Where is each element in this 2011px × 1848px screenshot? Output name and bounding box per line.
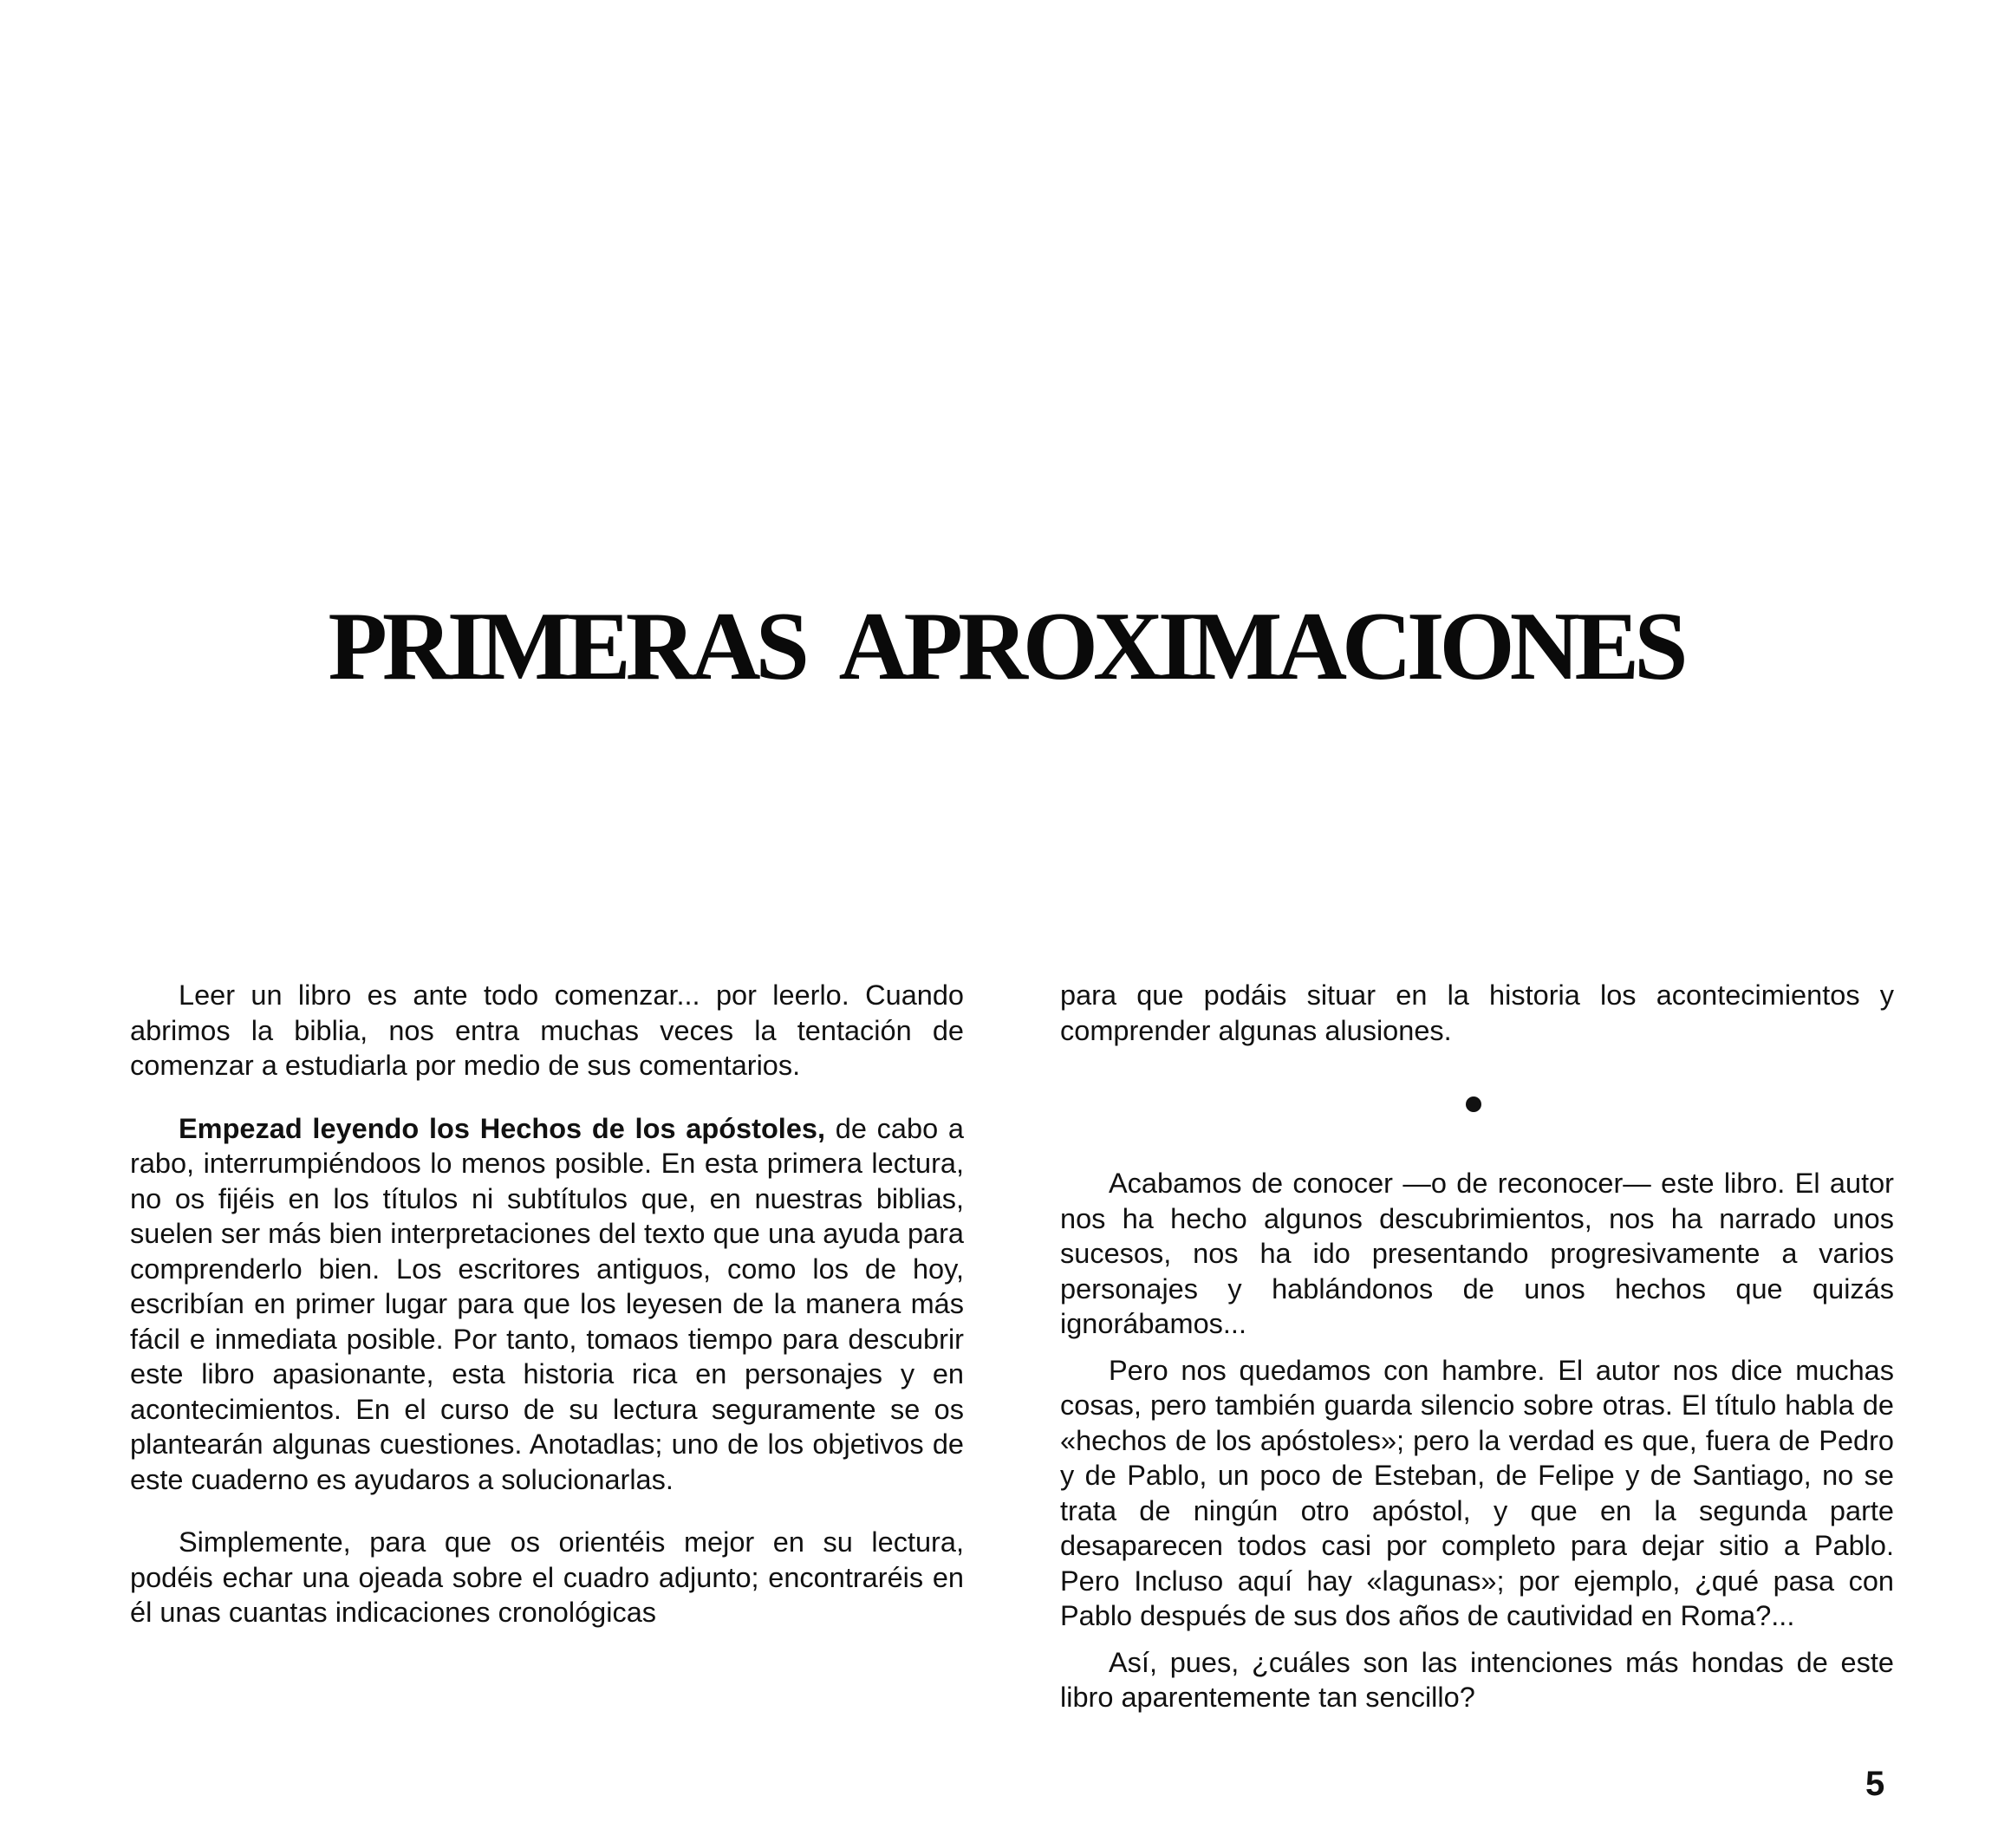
- paragraph-acabamos: Acabamos de conocer —o de reconocer— este libro. El autor nos ha hecho algunos descubrimientos, nos ha narrado unos sucesos, nos ha ido presentando progresivamente a varios personajes y hablándonos de unos hechos que quizás ignorábamos...: [1060, 1168, 1894, 1339]
- chapter-title: PRIMERAS APROXIMACIONES: [328, 593, 1683, 700]
- paragraph-asi: Así, pues, ¿cuáles son las intenciones más hondas de este libro aparentemente tan sencillo?: [1060, 1646, 1894, 1713]
- paragraph-continuation: para que podáis situar en la historia los acontecimientos y comprender algunas alusiones.: [1060, 979, 1894, 1046]
- bullet-separator-icon: [1466, 1096, 1481, 1112]
- page-number: 5: [1865, 1765, 1885, 1803]
- paragraph-pero: Pero nos quedamos con hambre. El autor nos dice muchas cosas, pero también guarda silencio sobre otras. El título habla de «hechos de los apóstoles»; pero la verdad es que, fuera de Pedro y de Pablo, un poco de Esteban, de Felipe y de Santiago, no se trata de ningún otro apóstol, y que en la segunda parte desaparecen todos casi por completo para dejar sitio a Pablo. Pero Incluso aquí hay «lagunas»; por ejemplo, ¿qué pasa con Pablo después de sus dos años de cautividad en Roma?...: [1060, 1354, 1894, 1631]
- left-column: [130, 978, 964, 1630]
- paragraph-empezad: [130, 1111, 964, 1498]
- section-separator: [1060, 1048, 1894, 1166]
- right-column: [1060, 978, 1894, 1715]
- paragraph-simplemente: Simplemente, para que os orientéis mejor en su lectura, podéis echar una ojeada sobre el cuadro adjunto; encontraréis en él unas cuantas indicaciones cronológicas: [130, 1526, 964, 1628]
- paragraph-empezad-text: de cabo a rabo, interrumpiéndoos lo menos posible. En esta primera lectura, no os fijéis en los títulos ni subtítulos que, en nuestras biblias, suelen ser más bien interpretaciones del texto que una ayuda para comprenderlo bien. Los escritores antiguos, como los de hoy, escribían en primer lugar para que los leyesen de la manera más fácil e inmediata posible. Por tanto, tomaos tiempo para descubrir este libro apasionante, esta historia rica en personajes y en acontecimientos. En el curso de su lectura seguramente se os plantearán algunas cuestiones. Anotadlas; uno de los objetivos de este cuaderno es ayudaros a solucionarlas.: [130, 1112, 964, 1495]
- paragraph-intro: Leer un libro es ante todo comenzar... por leerlo. Cuando abrimos la biblia, nos entra muchas veces la tentación de comenzar a estudiarla por medio de sus comentarios.: [130, 979, 964, 1081]
- bold-lead-phrase: Empezad leyendo los Hechos de los apóstoles,: [179, 1112, 826, 1144]
